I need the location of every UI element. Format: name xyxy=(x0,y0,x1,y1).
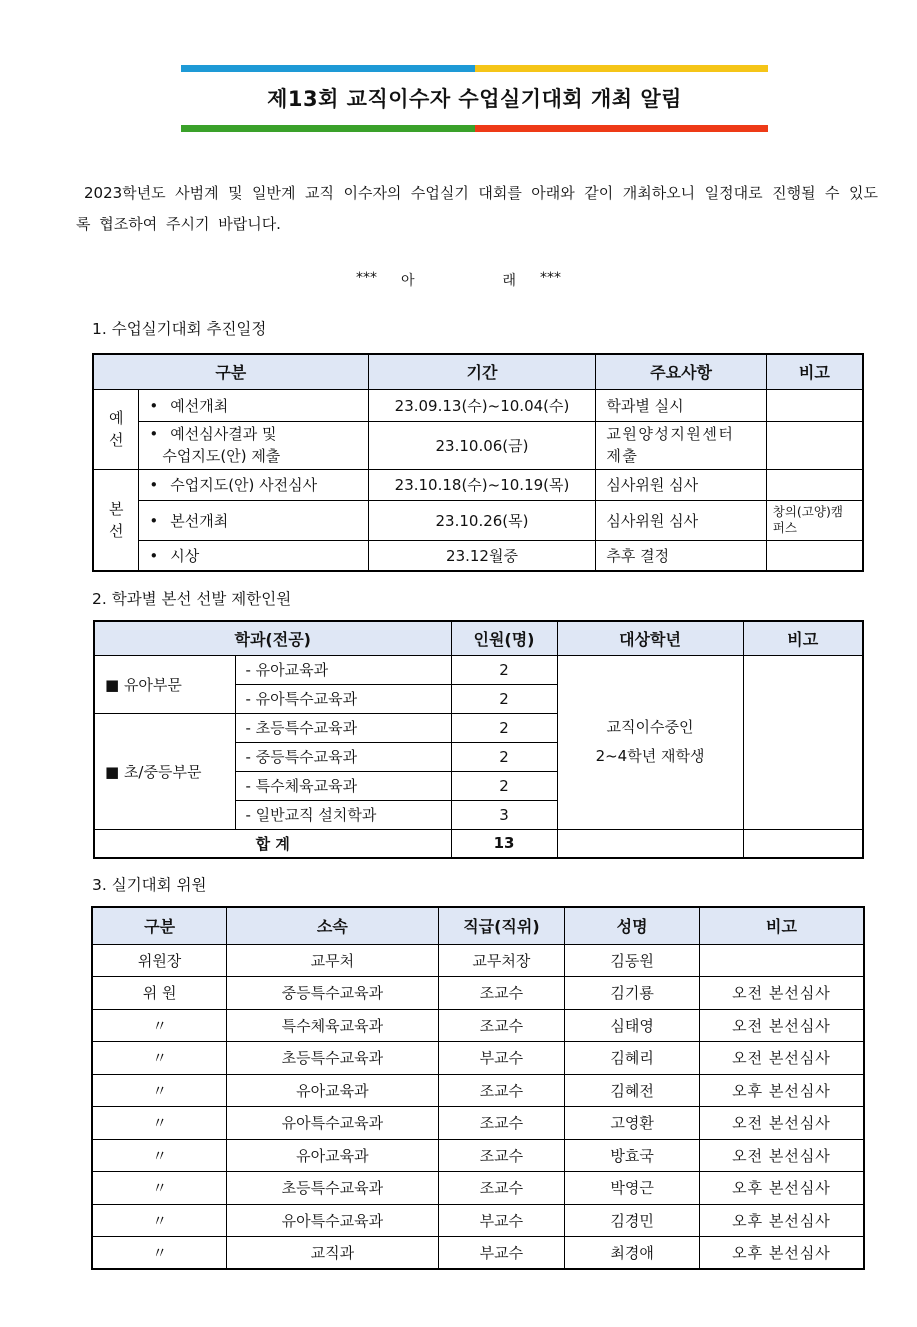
schedule-period: 23.12월중 xyxy=(368,540,596,571)
committee-division: 〃 xyxy=(92,1009,227,1042)
quota-header-dept: 학과(전공) xyxy=(94,621,451,655)
committee-name: 방효국 xyxy=(565,1139,700,1172)
committee-name: 김혜리 xyxy=(565,1042,700,1075)
intro-paragraph: 2023학년도 사범계 및 일반계 교직 이수자의 수업실기 대회를 아래와 같이 개최하오니 일정대로 진행될 수 있도록 협조하여 주시기 바랍니다. xyxy=(76,184,878,233)
committee-affiliation: 유아교육과 xyxy=(227,1139,438,1172)
group-label-prelim: 예 선 xyxy=(93,389,139,469)
committee-division: 〃 xyxy=(92,1237,227,1270)
table-row xyxy=(94,655,863,684)
title-box xyxy=(181,72,768,124)
committee-note: 오전 본선심사 xyxy=(699,1139,864,1172)
committee-note: 오후 본선심사 xyxy=(699,1204,864,1237)
schedule-table xyxy=(92,353,864,572)
committee-rank: 조교수 xyxy=(438,977,565,1010)
table-row xyxy=(92,944,864,977)
committee-affiliation: 교무처 xyxy=(227,944,438,977)
committee-division: 〃 xyxy=(92,1172,227,1205)
dept-count: 2 xyxy=(451,655,557,684)
committee-division: 〃 xyxy=(92,1074,227,1107)
committee-name: 김기룡 xyxy=(565,977,700,1010)
committee-rank: 조교수 xyxy=(438,1139,565,1172)
notice-word-1: 아 xyxy=(400,273,415,289)
title-bar-bottom-green xyxy=(181,125,475,132)
notice-word-2: 래 xyxy=(502,273,517,289)
committee-division: 〃 xyxy=(92,1107,227,1140)
committee-name: 김동원 xyxy=(565,944,700,977)
committee-affiliation: 초등특수교육과 xyxy=(227,1042,438,1075)
group-label-final: 본 선 xyxy=(93,469,139,571)
schedule-period: 23.10.06(금) xyxy=(368,421,596,469)
table-row xyxy=(93,469,863,500)
table-row xyxy=(92,1009,864,1042)
schedule-note xyxy=(766,540,863,571)
committee-table xyxy=(91,906,865,1270)
title-bar-top-yellow xyxy=(475,65,768,72)
group-label-elementary-secondary: ■ 초/중등부문 xyxy=(94,713,235,829)
dept-count: 2 xyxy=(451,684,557,713)
table-row xyxy=(93,421,863,469)
committee-affiliation: 중등특수교육과 xyxy=(227,977,438,1010)
schedule-note xyxy=(766,469,863,500)
group-label-early-childhood: ■ 유아부문 xyxy=(94,655,235,713)
committee-affiliation: 유아특수교육과 xyxy=(227,1204,438,1237)
total-count: 13 xyxy=(451,829,557,858)
total-label: 합 계 xyxy=(94,829,451,858)
committee-note: 오전 본선심사 xyxy=(699,977,864,1010)
dept-count: 2 xyxy=(451,713,557,742)
schedule-header-division: 구분 xyxy=(93,354,368,389)
committee-header-row xyxy=(92,907,864,944)
dept-name: - 중등특수교육과 xyxy=(235,742,451,771)
title-bar-top-blue xyxy=(181,65,475,72)
schedule-period: 23.09.13(수)~10.04(수) xyxy=(368,389,596,421)
committee-header-note: 비고 xyxy=(699,907,864,944)
schedule-detail: 추후 결정 xyxy=(596,540,766,571)
committee-note: 오전 본선심사 xyxy=(699,1042,864,1075)
notice-stars-left: *** xyxy=(355,270,377,286)
table-row xyxy=(93,389,863,421)
committee-rank: 조교수 xyxy=(438,1172,565,1205)
section3-heading: 3. 실기대회 위원 xyxy=(92,876,207,894)
committee-affiliation: 초등특수교육과 xyxy=(227,1172,438,1205)
committee-division: 〃 xyxy=(92,1139,227,1172)
committee-affiliation: 유아교육과 xyxy=(227,1074,438,1107)
schedule-header-period: 기간 xyxy=(368,354,596,389)
committee-rank: 조교수 xyxy=(438,1107,565,1140)
table-row xyxy=(92,1074,864,1107)
committee-header-division: 구분 xyxy=(92,907,227,944)
target-grade: 교직이수중인 2~4학년 재학생 xyxy=(557,655,743,829)
schedule-detail: 학과별 실시 xyxy=(596,389,766,421)
committee-affiliation: 교직과 xyxy=(227,1237,438,1270)
dept-name: - 초등특수교육과 xyxy=(235,713,451,742)
committee-name: 김경민 xyxy=(565,1204,700,1237)
committee-rank: 조교수 xyxy=(438,1009,565,1042)
dept-count: 2 xyxy=(451,742,557,771)
dept-count: 3 xyxy=(451,800,557,829)
committee-name: 최경애 xyxy=(565,1237,700,1270)
schedule-note xyxy=(766,389,863,421)
schedule-note xyxy=(766,421,863,469)
committee-division: 위 원 xyxy=(92,977,227,1010)
committee-name: 고영환 xyxy=(565,1107,700,1140)
committee-affiliation: 특수체육교육과 xyxy=(227,1009,438,1042)
section1-heading: 1. 수업실기대회 추진일정 xyxy=(92,320,267,338)
section2-heading: 2. 학과별 본선 선발 제한인원 xyxy=(92,590,292,608)
quota-header-target: 대상학년 xyxy=(557,621,743,655)
quota-table xyxy=(93,620,864,859)
committee-division: 〃 xyxy=(92,1204,227,1237)
committee-note: 오후 본선심사 xyxy=(699,1172,864,1205)
committee-affiliation: 유아특수교육과 xyxy=(227,1107,438,1140)
quota-header-row xyxy=(94,621,863,655)
total-row xyxy=(94,829,863,858)
committee-note: 오전 본선심사 xyxy=(699,1009,864,1042)
table-row xyxy=(92,1139,864,1172)
committee-name: 김혜전 xyxy=(565,1074,700,1107)
document-title: 제13회 교직이수자 수업실기대회 개최 알림 xyxy=(267,87,682,111)
notice-heading xyxy=(0,270,917,290)
committee-rank: 교무처장 xyxy=(438,944,565,977)
committee-header-affiliation: 소속 xyxy=(227,907,438,944)
schedule-item: • 수업지도(안) 사전심사 xyxy=(139,469,368,500)
committee-header-rank: 직급(직위) xyxy=(438,907,565,944)
committee-note: 오후 본선심사 xyxy=(699,1074,864,1107)
committee-rank: 부교수 xyxy=(438,1237,565,1270)
committee-rank: 부교수 xyxy=(438,1042,565,1075)
schedule-note: 창의(고양)캠 퍼스 xyxy=(766,500,863,540)
schedule-detail: 교원양성지원센터 제출 xyxy=(596,421,766,469)
schedule-detail: 심사위원 심사 xyxy=(596,500,766,540)
committee-division: 위원장 xyxy=(92,944,227,977)
committee-division: 〃 xyxy=(92,1042,227,1075)
schedule-period: 23.10.18(수)~10.19(목) xyxy=(368,469,596,500)
table-row xyxy=(92,1172,864,1205)
schedule-item: • 예선개최 xyxy=(139,389,368,421)
quota-note xyxy=(743,655,863,829)
schedule-detail: 심사위원 심사 xyxy=(596,469,766,500)
table-row xyxy=(92,1107,864,1140)
committee-rank: 부교수 xyxy=(438,1204,565,1237)
table-row xyxy=(92,977,864,1010)
table-row xyxy=(93,500,863,540)
schedule-header-details: 주요사항 xyxy=(596,354,766,389)
committee-note: 오전 본선심사 xyxy=(699,1107,864,1140)
committee-name: 박영근 xyxy=(565,1172,700,1205)
schedule-header-note: 비고 xyxy=(766,354,863,389)
schedule-item: • 본선개최 xyxy=(139,500,368,540)
table-row xyxy=(92,1042,864,1075)
committee-note xyxy=(699,944,864,977)
schedule-header-row xyxy=(93,354,863,389)
committee-name: 심태영 xyxy=(565,1009,700,1042)
schedule-item: • 시상 xyxy=(139,540,368,571)
quota-header-note: 비고 xyxy=(743,621,863,655)
table-row xyxy=(92,1237,864,1270)
committee-header-name: 성명 xyxy=(565,907,700,944)
schedule-item: • 예선심사결과 및 수업지도(안) 제출 xyxy=(139,421,368,469)
committee-rank: 조교수 xyxy=(438,1074,565,1107)
quota-header-count: 인원(명) xyxy=(451,621,557,655)
dept-name: - 일반교직 설치학과 xyxy=(235,800,451,829)
title-bar-bottom-red xyxy=(475,125,768,132)
table-row xyxy=(92,1204,864,1237)
schedule-period: 23.10.26(목) xyxy=(368,500,596,540)
committee-note: 오후 본선심사 xyxy=(699,1237,864,1270)
table-row xyxy=(93,540,863,571)
dept-count: 2 xyxy=(451,771,557,800)
dept-name: - 특수체육교육과 xyxy=(235,771,451,800)
notice-stars-right: *** xyxy=(540,270,562,286)
dept-name: - 유아교육과 xyxy=(235,655,451,684)
dept-name: - 유아특수교육과 xyxy=(235,684,451,713)
